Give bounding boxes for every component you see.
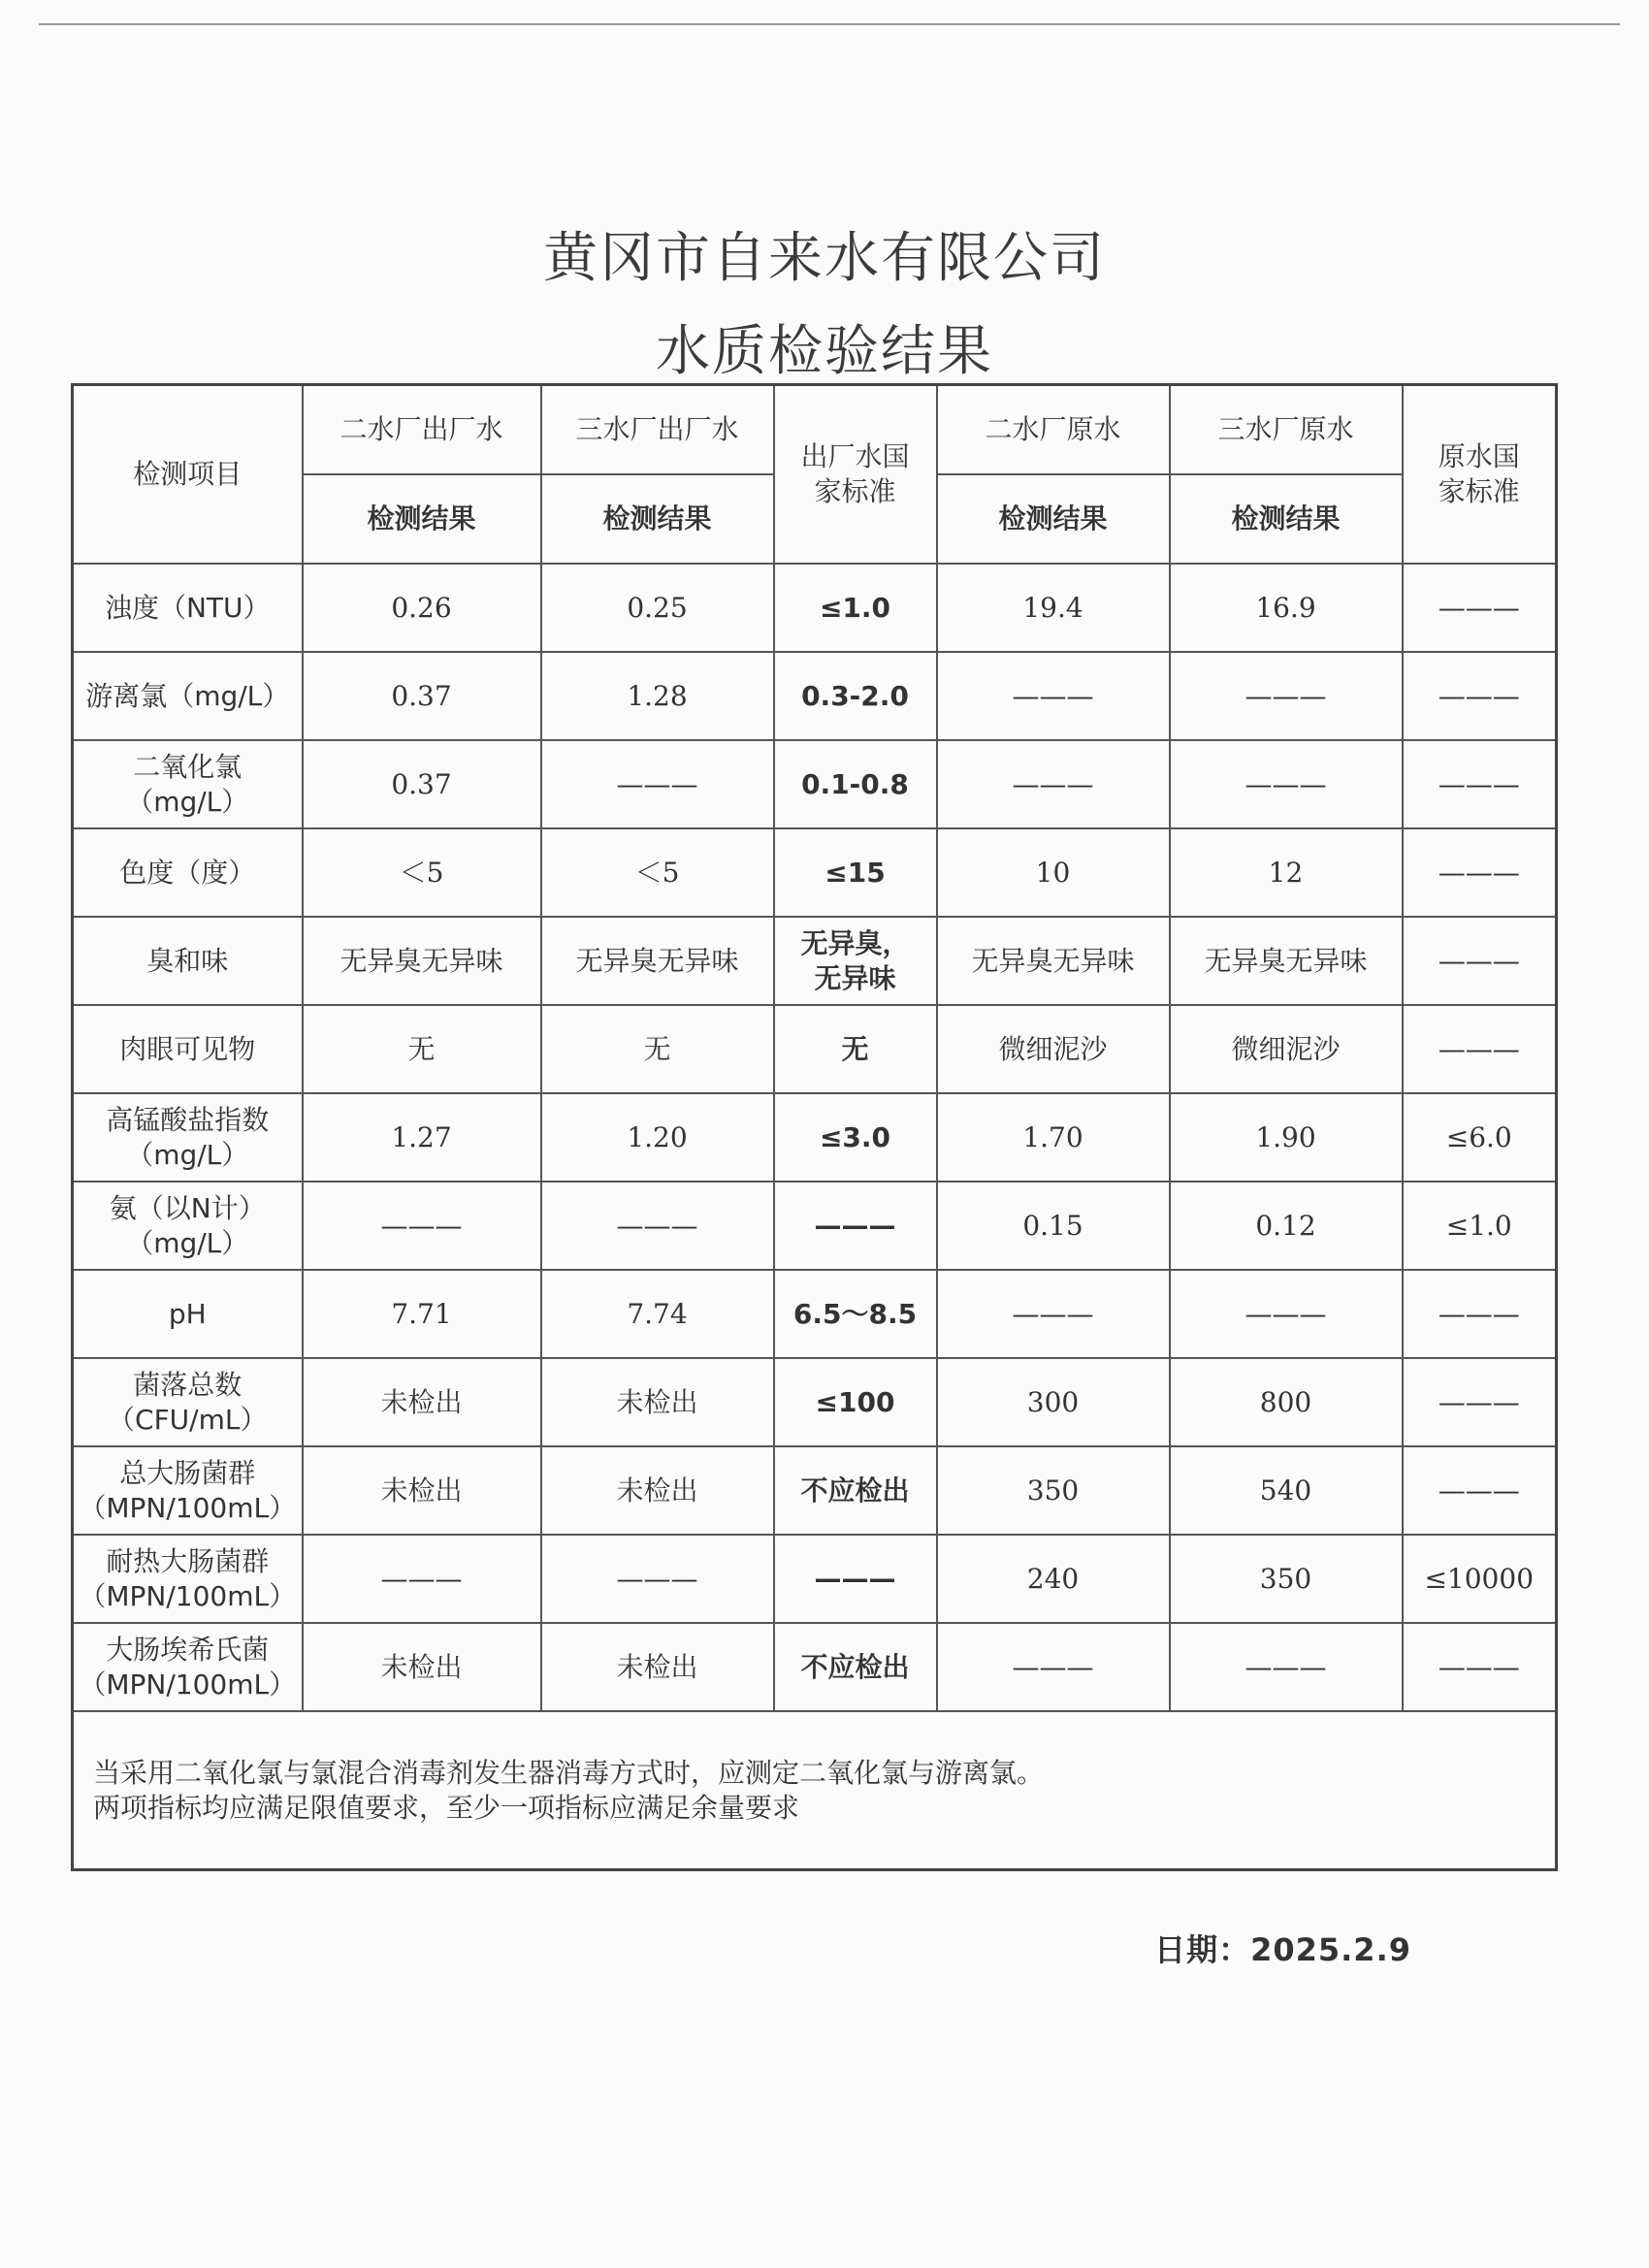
item-name-cell <box>73 1093 303 1182</box>
value-cell-std <box>774 1005 937 1093</box>
value-cell-raw_std <box>1403 1005 1557 1093</box>
value-text: 未检出 <box>616 1474 698 1507</box>
item-unit: （MPN/100mL） <box>79 1579 297 1612</box>
value-cell-raw_std <box>1403 1623 1557 1711</box>
value-text: ——— <box>814 1209 896 1242</box>
value-text: ——— <box>1438 944 1520 977</box>
item-name-cell <box>73 1358 303 1446</box>
value-cell-v2 <box>541 1446 774 1535</box>
value-cell-v4 <box>937 1358 1170 1446</box>
item-name: 浊度（NTU） <box>104 591 271 624</box>
header-out-std <box>774 385 937 565</box>
value-cell-v4 <box>937 652 1170 740</box>
value-text: 未检出 <box>380 1650 463 1683</box>
value-text: ——— <box>1438 767 1520 800</box>
value-cell-v2 <box>541 1005 774 1093</box>
value-cell-raw_std <box>1403 917 1557 1005</box>
table-row <box>73 652 1557 740</box>
value-cell-v1 <box>303 1182 541 1270</box>
value-cell-v4 <box>937 917 1170 1005</box>
item-name: 色度（度） <box>119 856 256 889</box>
value-cell-v2 <box>541 1270 774 1358</box>
item-name-cell <box>73 1535 303 1623</box>
item-name-cell <box>73 1446 303 1535</box>
value-text: ——— <box>1438 1032 1520 1065</box>
value-cell-v1 <box>303 1093 541 1182</box>
value-cell-raw_std <box>1403 1182 1557 1270</box>
table-row <box>73 1535 1557 1623</box>
value-cell-v4 <box>937 1535 1170 1623</box>
value-text: 无异臭无异味 <box>575 944 739 977</box>
value-text: ≤6.0 <box>1445 1120 1512 1153</box>
item-name: 耐热大肠菌群 <box>106 1544 270 1577</box>
value-text: 不应检出 <box>800 1474 910 1507</box>
value-cell-raw_std <box>1403 1093 1557 1182</box>
header-out-std-text: 出厂水国家标准 <box>800 440 910 507</box>
value-text: 无异臭无异味 <box>340 944 503 977</box>
value-text: 未检出 <box>616 1650 698 1683</box>
value-cell-v5 <box>1170 1005 1403 1093</box>
value-cell-v1 <box>303 564 541 652</box>
value-text: 19.4 <box>1022 591 1083 624</box>
value-cell-v2 <box>541 1535 774 1623</box>
header-plant2-raw: 二水厂原水 <box>937 385 1170 475</box>
value-cell-v5 <box>1170 1270 1403 1358</box>
value-text: 240 <box>1026 1562 1080 1595</box>
value-cell-v2 <box>541 917 774 1005</box>
value-cell-v1 <box>303 828 541 917</box>
value-cell-raw_std <box>1403 1270 1557 1358</box>
value-cell-v4 <box>937 1446 1170 1535</box>
value-text: ——— <box>616 767 698 800</box>
item-name-cell <box>73 564 303 652</box>
value-text: ——— <box>380 1209 463 1242</box>
value-text: 7.71 <box>391 1297 452 1330</box>
value-cell-v1 <box>303 1623 541 1711</box>
value-text: ——— <box>1012 1297 1094 1330</box>
table-row <box>73 828 1557 917</box>
value-text: 1.28 <box>627 679 688 712</box>
value-text: 未检出 <box>380 1385 463 1418</box>
value-text: ≤10000 <box>1424 1562 1535 1595</box>
header-plant2-out: 二水厂出厂水 <box>303 385 541 475</box>
value-cell-v4 <box>937 828 1170 917</box>
value-cell-raw_std <box>1403 828 1557 917</box>
value-text: 350 <box>1259 1562 1312 1595</box>
value-text: 微细泥沙 <box>998 1032 1108 1065</box>
value-text: 1.70 <box>1022 1120 1083 1153</box>
value-text: ——— <box>1438 1297 1520 1330</box>
value-cell-v5 <box>1170 917 1403 1005</box>
value-cell-v2 <box>541 1093 774 1182</box>
value-text: ≤3.0 <box>819 1120 891 1153</box>
item-name: pH <box>168 1297 207 1330</box>
header-plant3-raw: 三水厂原水 <box>1170 385 1403 475</box>
value-text: ——— <box>1438 679 1520 712</box>
value-text: ≤100 <box>815 1385 895 1418</box>
item-name-cell <box>73 740 303 828</box>
value-cell-raw_std <box>1403 1535 1557 1623</box>
value-text: ——— <box>1245 767 1327 800</box>
note-row <box>73 1711 1557 1870</box>
value-text: 未检出 <box>380 1474 463 1507</box>
value-text: 0.25 <box>627 591 688 624</box>
value-cell-raw_std <box>1403 1446 1557 1535</box>
value-text: ——— <box>1012 679 1094 712</box>
value-text: ≤1.0 <box>1445 1209 1512 1242</box>
item-name: 肉眼可见物 <box>119 1032 256 1065</box>
value-text: ——— <box>380 1562 463 1595</box>
value-cell-v2 <box>541 1358 774 1446</box>
value-cell-v2 <box>541 564 774 652</box>
value-cell-v1 <box>303 652 541 740</box>
item-name-cell <box>73 1005 303 1093</box>
value-text: 0.26 <box>391 591 452 624</box>
value-cell-v1 <box>303 1270 541 1358</box>
item-name-cell <box>73 1182 303 1270</box>
table-row <box>73 1005 1557 1093</box>
table-row <box>73 564 1557 652</box>
company-title: 黄冈市自来水有限公司 <box>543 227 1106 290</box>
value-text: ——— <box>1012 767 1094 800</box>
value-cell-v1 <box>303 1446 541 1535</box>
item-name-cell <box>73 652 303 740</box>
value-text: ＜5 <box>634 856 680 889</box>
value-cell-std <box>774 652 937 740</box>
note-cell <box>73 1711 1557 1870</box>
value-text: 0.37 <box>391 767 452 800</box>
value-cell-v5 <box>1170 1535 1403 1623</box>
value-cell-v5 <box>1170 652 1403 740</box>
value-cell-std <box>774 740 937 828</box>
value-text: 300 <box>1026 1385 1080 1418</box>
value-cell-v1 <box>303 1358 541 1446</box>
value-text: 无 <box>407 1032 436 1065</box>
value-text: 无 <box>841 1032 869 1065</box>
subheader-result-2: 检测结果 <box>541 474 774 564</box>
value-text: ——— <box>1245 1297 1327 1330</box>
item-name: 大肠埃希氏菌 <box>106 1633 270 1666</box>
item-unit: （mg/L） <box>126 1226 249 1259</box>
value-cell-raw_std <box>1403 740 1557 828</box>
value-text: 未检出 <box>616 1385 698 1418</box>
value-text: ——— <box>814 1562 896 1595</box>
item-name: 氨（以N计） <box>109 1191 266 1224</box>
item-unit: （CFU/mL） <box>108 1403 268 1436</box>
value-cell-raw_std <box>1403 1358 1557 1446</box>
value-cell-v1 <box>303 1535 541 1623</box>
table-row <box>73 917 1557 1005</box>
item-unit: （MPN/100mL） <box>79 1491 297 1524</box>
value-cell-v4 <box>937 564 1170 652</box>
value-text: ≤1.0 <box>819 591 891 624</box>
subheader-result-4: 检测结果 <box>937 474 1170 564</box>
item-name: 二氧化氯 <box>133 750 242 783</box>
value-text: 1.20 <box>627 1120 688 1153</box>
table-row <box>73 1182 1557 1270</box>
value-text: ＜5 <box>399 856 444 889</box>
value-cell-v2 <box>541 740 774 828</box>
value-text: ——— <box>616 1209 698 1242</box>
value-cell-v4 <box>937 1623 1170 1711</box>
value-cell-std <box>774 1358 937 1446</box>
value-cell-std <box>774 1446 937 1535</box>
value-text: 0.1-0.8 <box>801 767 909 800</box>
table-row <box>73 1446 1557 1535</box>
header-plant3-out: 三水厂出厂水 <box>541 385 774 475</box>
value-cell-v5 <box>1170 1093 1403 1182</box>
item-name: 游离氯（mg/L） <box>85 679 290 712</box>
value-cell-v4 <box>937 1005 1170 1093</box>
value-cell-std <box>774 1623 937 1711</box>
note-line-2: 两项指标均应满足限值要求，至少一项指标应满足余量要求 <box>93 1791 800 1824</box>
value-text: ——— <box>1438 591 1520 624</box>
value-cell-v2 <box>541 652 774 740</box>
value-text: 1.27 <box>391 1120 452 1153</box>
value-text: 0.12 <box>1255 1209 1316 1242</box>
value-text: 无异臭无异味 <box>971 944 1135 977</box>
value-cell-std <box>774 828 937 917</box>
table-row <box>73 1093 1557 1182</box>
table-row <box>73 1358 1557 1446</box>
value-cell-std <box>774 1093 937 1182</box>
subheader-result-5: 检测结果 <box>1170 474 1403 564</box>
value-cell-v2 <box>541 1623 774 1711</box>
value-text: 无异臭， <box>800 926 910 959</box>
value-text: ≤15 <box>824 856 886 889</box>
value-text: ——— <box>616 1562 698 1595</box>
value-cell-v4 <box>937 740 1170 828</box>
value-cell-std <box>774 1535 937 1623</box>
value-cell-v5 <box>1170 1182 1403 1270</box>
value-cell-std <box>774 1182 937 1270</box>
value-cell-v5 <box>1170 740 1403 828</box>
value-text: 1.90 <box>1255 1120 1316 1153</box>
value-cell-v2 <box>541 1182 774 1270</box>
table-row <box>73 1623 1557 1711</box>
value-text: ——— <box>1438 856 1520 889</box>
item-name-cell <box>73 1270 303 1358</box>
value-text-2: 无异味 <box>814 961 896 994</box>
scan-edge-line <box>39 23 1620 25</box>
item-name: 菌落总数 <box>133 1368 242 1401</box>
header-raw-std <box>1403 385 1557 565</box>
item-name: 高锰酸盐指数 <box>106 1103 270 1136</box>
value-text: 微细泥沙 <box>1231 1032 1341 1065</box>
value-cell-v5 <box>1170 1358 1403 1446</box>
item-name-cell <box>73 917 303 1005</box>
value-text: ——— <box>1012 1650 1094 1683</box>
value-text: ——— <box>1438 1385 1520 1418</box>
value-text: ——— <box>1245 679 1327 712</box>
header-item: 检测项目 <box>73 385 303 565</box>
item-unit: （mg/L） <box>126 785 249 818</box>
value-cell-v1 <box>303 917 541 1005</box>
value-text: 6.5～8.5 <box>792 1297 918 1330</box>
value-cell-v4 <box>937 1182 1170 1270</box>
value-text: ——— <box>1438 1650 1520 1683</box>
value-text: 不应检出 <box>800 1650 910 1683</box>
item-unit: （MPN/100mL） <box>79 1668 297 1701</box>
subheader-result-1: 检测结果 <box>303 474 541 564</box>
value-text: 0.15 <box>1022 1209 1083 1242</box>
value-text: 16.9 <box>1255 591 1316 624</box>
header-row <box>73 385 1557 475</box>
value-text: 12 <box>1268 856 1304 889</box>
value-cell-v5 <box>1170 1446 1403 1535</box>
value-cell-std <box>774 917 937 1005</box>
value-cell-v5 <box>1170 1623 1403 1711</box>
value-text: 无 <box>643 1032 671 1065</box>
value-text: 0.3-2.0 <box>801 679 909 712</box>
value-cell-raw_std <box>1403 652 1557 740</box>
value-cell-v4 <box>937 1093 1170 1182</box>
value-cell-raw_std <box>1403 564 1557 652</box>
report-date: 日期：2025.2.9 <box>1154 1931 1411 1968</box>
item-name: 臭和味 <box>146 944 229 977</box>
value-text: 800 <box>1259 1385 1312 1418</box>
table-row <box>73 740 1557 828</box>
header-raw-std-text: 原水国家标准 <box>1438 440 1520 507</box>
item-unit: （mg/L） <box>126 1138 249 1171</box>
value-text: 10 <box>1035 856 1071 889</box>
value-text: ——— <box>1245 1650 1327 1683</box>
value-text: 无异臭无异味 <box>1204 944 1368 977</box>
note-line-1: 当采用二氧化氯与氯混合消毒剂发生器消毒方式时，应测定二氧化氯与游离氯。 <box>93 1756 1045 1789</box>
value-cell-std <box>774 564 937 652</box>
value-text: 0.37 <box>391 679 452 712</box>
value-cell-v5 <box>1170 564 1403 652</box>
value-cell-std <box>774 1270 937 1358</box>
value-cell-v1 <box>303 1005 541 1093</box>
table-row <box>73 1270 1557 1358</box>
item-name-cell <box>73 1623 303 1711</box>
report-title: 水质检验结果 <box>656 320 993 383</box>
value-cell-v1 <box>303 740 541 828</box>
value-cell-v2 <box>541 828 774 917</box>
value-cell-v5 <box>1170 828 1403 917</box>
value-text: 7.74 <box>627 1297 688 1330</box>
value-cell-v4 <box>937 1270 1170 1358</box>
item-name-cell <box>73 828 303 917</box>
water-quality-table <box>71 383 1558 1871</box>
value-text: ——— <box>1438 1474 1520 1507</box>
value-text: 540 <box>1259 1474 1312 1507</box>
value-text: 350 <box>1026 1474 1080 1507</box>
item-name: 总大肠菌群 <box>119 1456 256 1489</box>
